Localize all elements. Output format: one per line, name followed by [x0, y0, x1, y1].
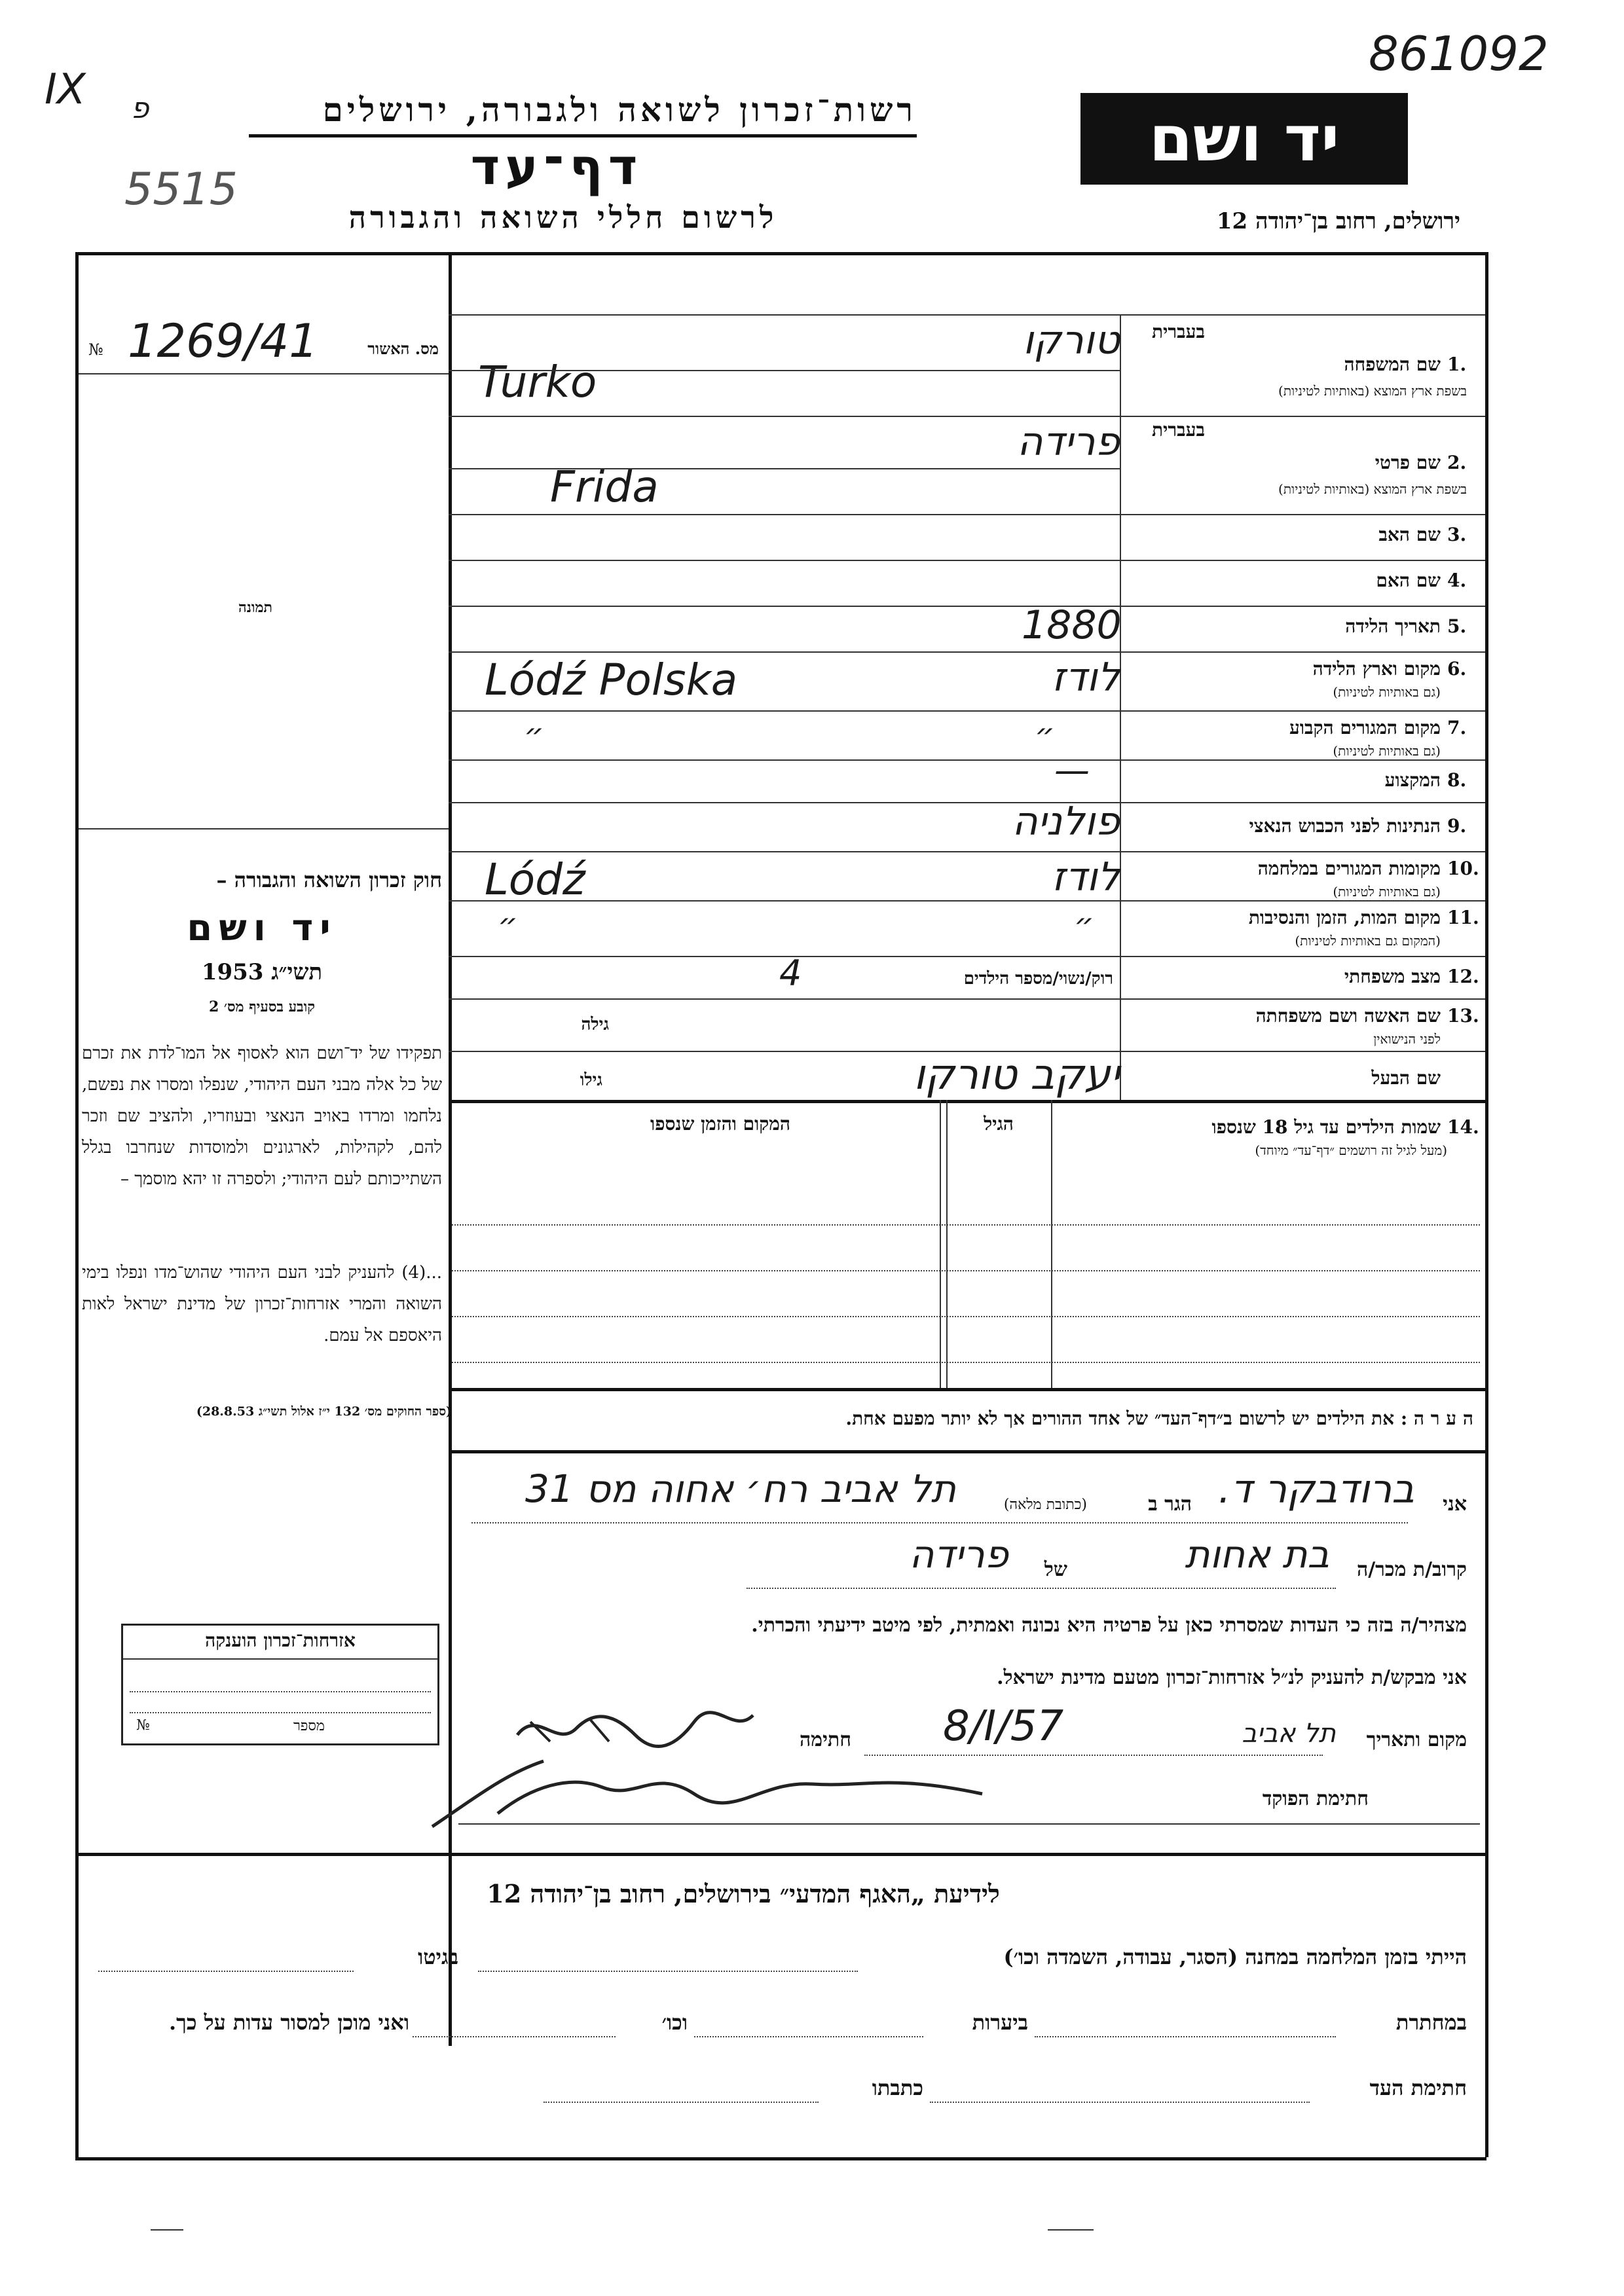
relative-of-name: פרידה	[909, 1532, 1008, 1576]
page-title: דף־עד	[470, 137, 643, 196]
note-text: ה ע ר ה : את הילדים יש לרשום ב״דף־העד״ של אחד ההורים אך לא יותר מפעם אחת.	[845, 1408, 1473, 1429]
law-clause: קובע בסעיף מס׳ 2	[208, 998, 316, 1015]
field-husband-name: שם הבעל גילו יעקב טורקו	[580, 1051, 1441, 1099]
date-value: 8/I/57	[943, 1702, 1064, 1751]
birth-date-value: 1880	[1022, 602, 1122, 648]
first-name-latin: Frida	[550, 462, 659, 512]
surname-latin: Turko	[478, 357, 597, 407]
law-year: תשי״ג 1953	[201, 959, 323, 985]
witness-signature	[511, 1702, 760, 1755]
field-nationality: 9. הנתינות לפני הכבוש הנאצי פולניה	[452, 805, 1483, 851]
first-name-label: שם פרטי	[1375, 452, 1441, 473]
law-title: חוק זכרון השואה והגבורה –	[216, 867, 442, 892]
children-count: 4	[779, 953, 802, 994]
law-reference: (ספר החוקים מס׳ 132 י״ז אלול תשי״ג 28.8.53)	[196, 1404, 452, 1419]
field-wife-name: 13. שם האשה ושם משפחתה לפני הנישואין גילה	[581, 1005, 1479, 1047]
law-text-2: ...(4) להעניק לבני העם היהודי שהוש־מדו ונפלו בימי השואה והמרי אזרחות־זכרון של מדינת ישראל לאות היאספם אל עמם.	[82, 1263, 442, 1345]
yad-vashem-logo: יד ושם	[1080, 93, 1408, 185]
corner-number: 861092	[1369, 26, 1549, 81]
page-letter: פ	[131, 92, 149, 125]
photo-label: תמונה	[238, 599, 272, 616]
authority-name: רשות־זכרון לשואה ולגבורה, ירושלים	[322, 90, 917, 129]
surname-hebrew: טורקו	[1022, 318, 1120, 363]
roman-mark: IX	[45, 65, 86, 114]
citizenship-box	[121, 1624, 439, 1745]
first-name-hebrew: פרידה	[1017, 419, 1120, 465]
approval-value: 1269/41	[128, 314, 318, 368]
field-marital-status: 12. מצב משפחתי רוק/נשוי/מספר הילדים 4	[779, 953, 1479, 994]
approval-box	[82, 314, 445, 367]
field-first-name: בעברית 2. שם פרטי בשפת ארץ המוצא (באותיות לטיניות) פרידה Frida	[550, 419, 1467, 512]
official-signature	[419, 1748, 1008, 1833]
footer-form: הייתי בזמן המלחמה במחנה (הסגר, עבודה, השמדה וכו׳) בגיטו במחתרת ביערות וכו׳ ואני מוכן למסור עדות על כך. חתימת העד כתבתו	[85, 1938, 1473, 2141]
field-wartime-residence: 10. מקומות המגורים במלחמה (גם באותיות לטיניות) לודז Lódź	[485, 854, 1479, 905]
witness-name: ברודבקר ד.	[1218, 1467, 1414, 1512]
husband-name-value: יעקב טורקו	[913, 1051, 1120, 1099]
witness-address: תל אביב רח׳ אחוה מס 31	[525, 1467, 956, 1511]
field-mother-name: 4. שם האם	[1376, 570, 1467, 591]
field-birth-date: 5. תאריך הלידה 1880	[1022, 602, 1467, 648]
surname-label: שם המשפחה	[1344, 354, 1441, 375]
birth-place-latin: Lódź Polska	[485, 655, 738, 705]
children-section: 14. שמות הילדים עד גיל 18 שנספו (מעל לגיל זה רושמים ״דף־עד״ מיוחד) הגיל המקום והזמן שנספו	[650, 1113, 1479, 1158]
approval-number-sign: №	[88, 340, 103, 359]
lang-label: בעברית	[1151, 321, 1205, 342]
field-profession: 8. המקצוע —	[1054, 750, 1467, 791]
field-residence: 7. מקום המגורים הקבוע (גם באותיות לטיניות) ״ ״	[524, 717, 1467, 759]
field-father-name: 3. שם האב	[1378, 524, 1467, 545]
relation-value: בת אחות	[1185, 1532, 1329, 1576]
field-birth-place: 6. מקום וארץ הלידה (גם באותיות לטיניות) לודז Lódź Polska	[485, 655, 1467, 705]
field-surname: בעברית 1. שם המשפחה בשפת ארץ המוצא (באותיות לטיניות) טורקו Turko	[478, 318, 1467, 407]
page-subtitle: לרשום חללי השואה והגבורה	[348, 200, 778, 235]
footer-title: לידיעת „האגף המדעי״ בירושלים, רחוב בן־יהודה 12	[487, 1879, 1000, 1908]
number-sign: №	[136, 1717, 150, 1734]
place-value: תל אביב	[1242, 1719, 1336, 1749]
address: ירושלים, רחוב בן־יהודה 12	[1216, 208, 1460, 234]
law-name: יד ושם	[187, 907, 337, 949]
field-death-place: 11. מקום המות, הזמן והנסיבות (המקום גם באותיות לטיניות) ״ ״	[498, 907, 1479, 949]
declaration: אני ברודבקר ד. הגר ב (כתובת מלאה) תל אביב רח׳ אחוה מס 31 קרוב/ת מכר/ה בת אחות של פרידה מצהיר/ה בזה כי העדות שמסרתי כאן על פרטיה היא נכונה ואמתית, לפי מיטב ידיעתי והכרתי. אני מבקש/ת להעניק לנ״ל אזרחות־זכרון מטעם מדינת ישראל. מקום ותאריך תל אביב 8/I/57 חתימה חתימת הפוקד	[458, 1467, 1473, 1833]
number-label: מספר	[293, 1718, 325, 1734]
law-text: תפקידו של יד־ושם הוא לאסוף אל המו־לדת את זכרם של כל אלה מבני העם היהודי, שנפלו ומסרו את נפשם, נלחמו ומרדו באויב הנאצי ובעוזריו, ולהציב שם וזכר להם, לקהילות, לארגונים ולמוסדות שנחרבו בגלל השתייכותם לעם היהודי; ולספרה זו יהא מוסמך –	[82, 1044, 442, 1189]
approval-label: מס. האשור	[367, 339, 439, 358]
nationality-value: פולניה	[1012, 799, 1120, 845]
birth-place-hebrew: לודז	[1052, 655, 1120, 701]
citizenship-box-title: אזרחות־זכרון הוענקה	[205, 1630, 356, 1651]
stamp-number: 5515	[124, 164, 238, 215]
